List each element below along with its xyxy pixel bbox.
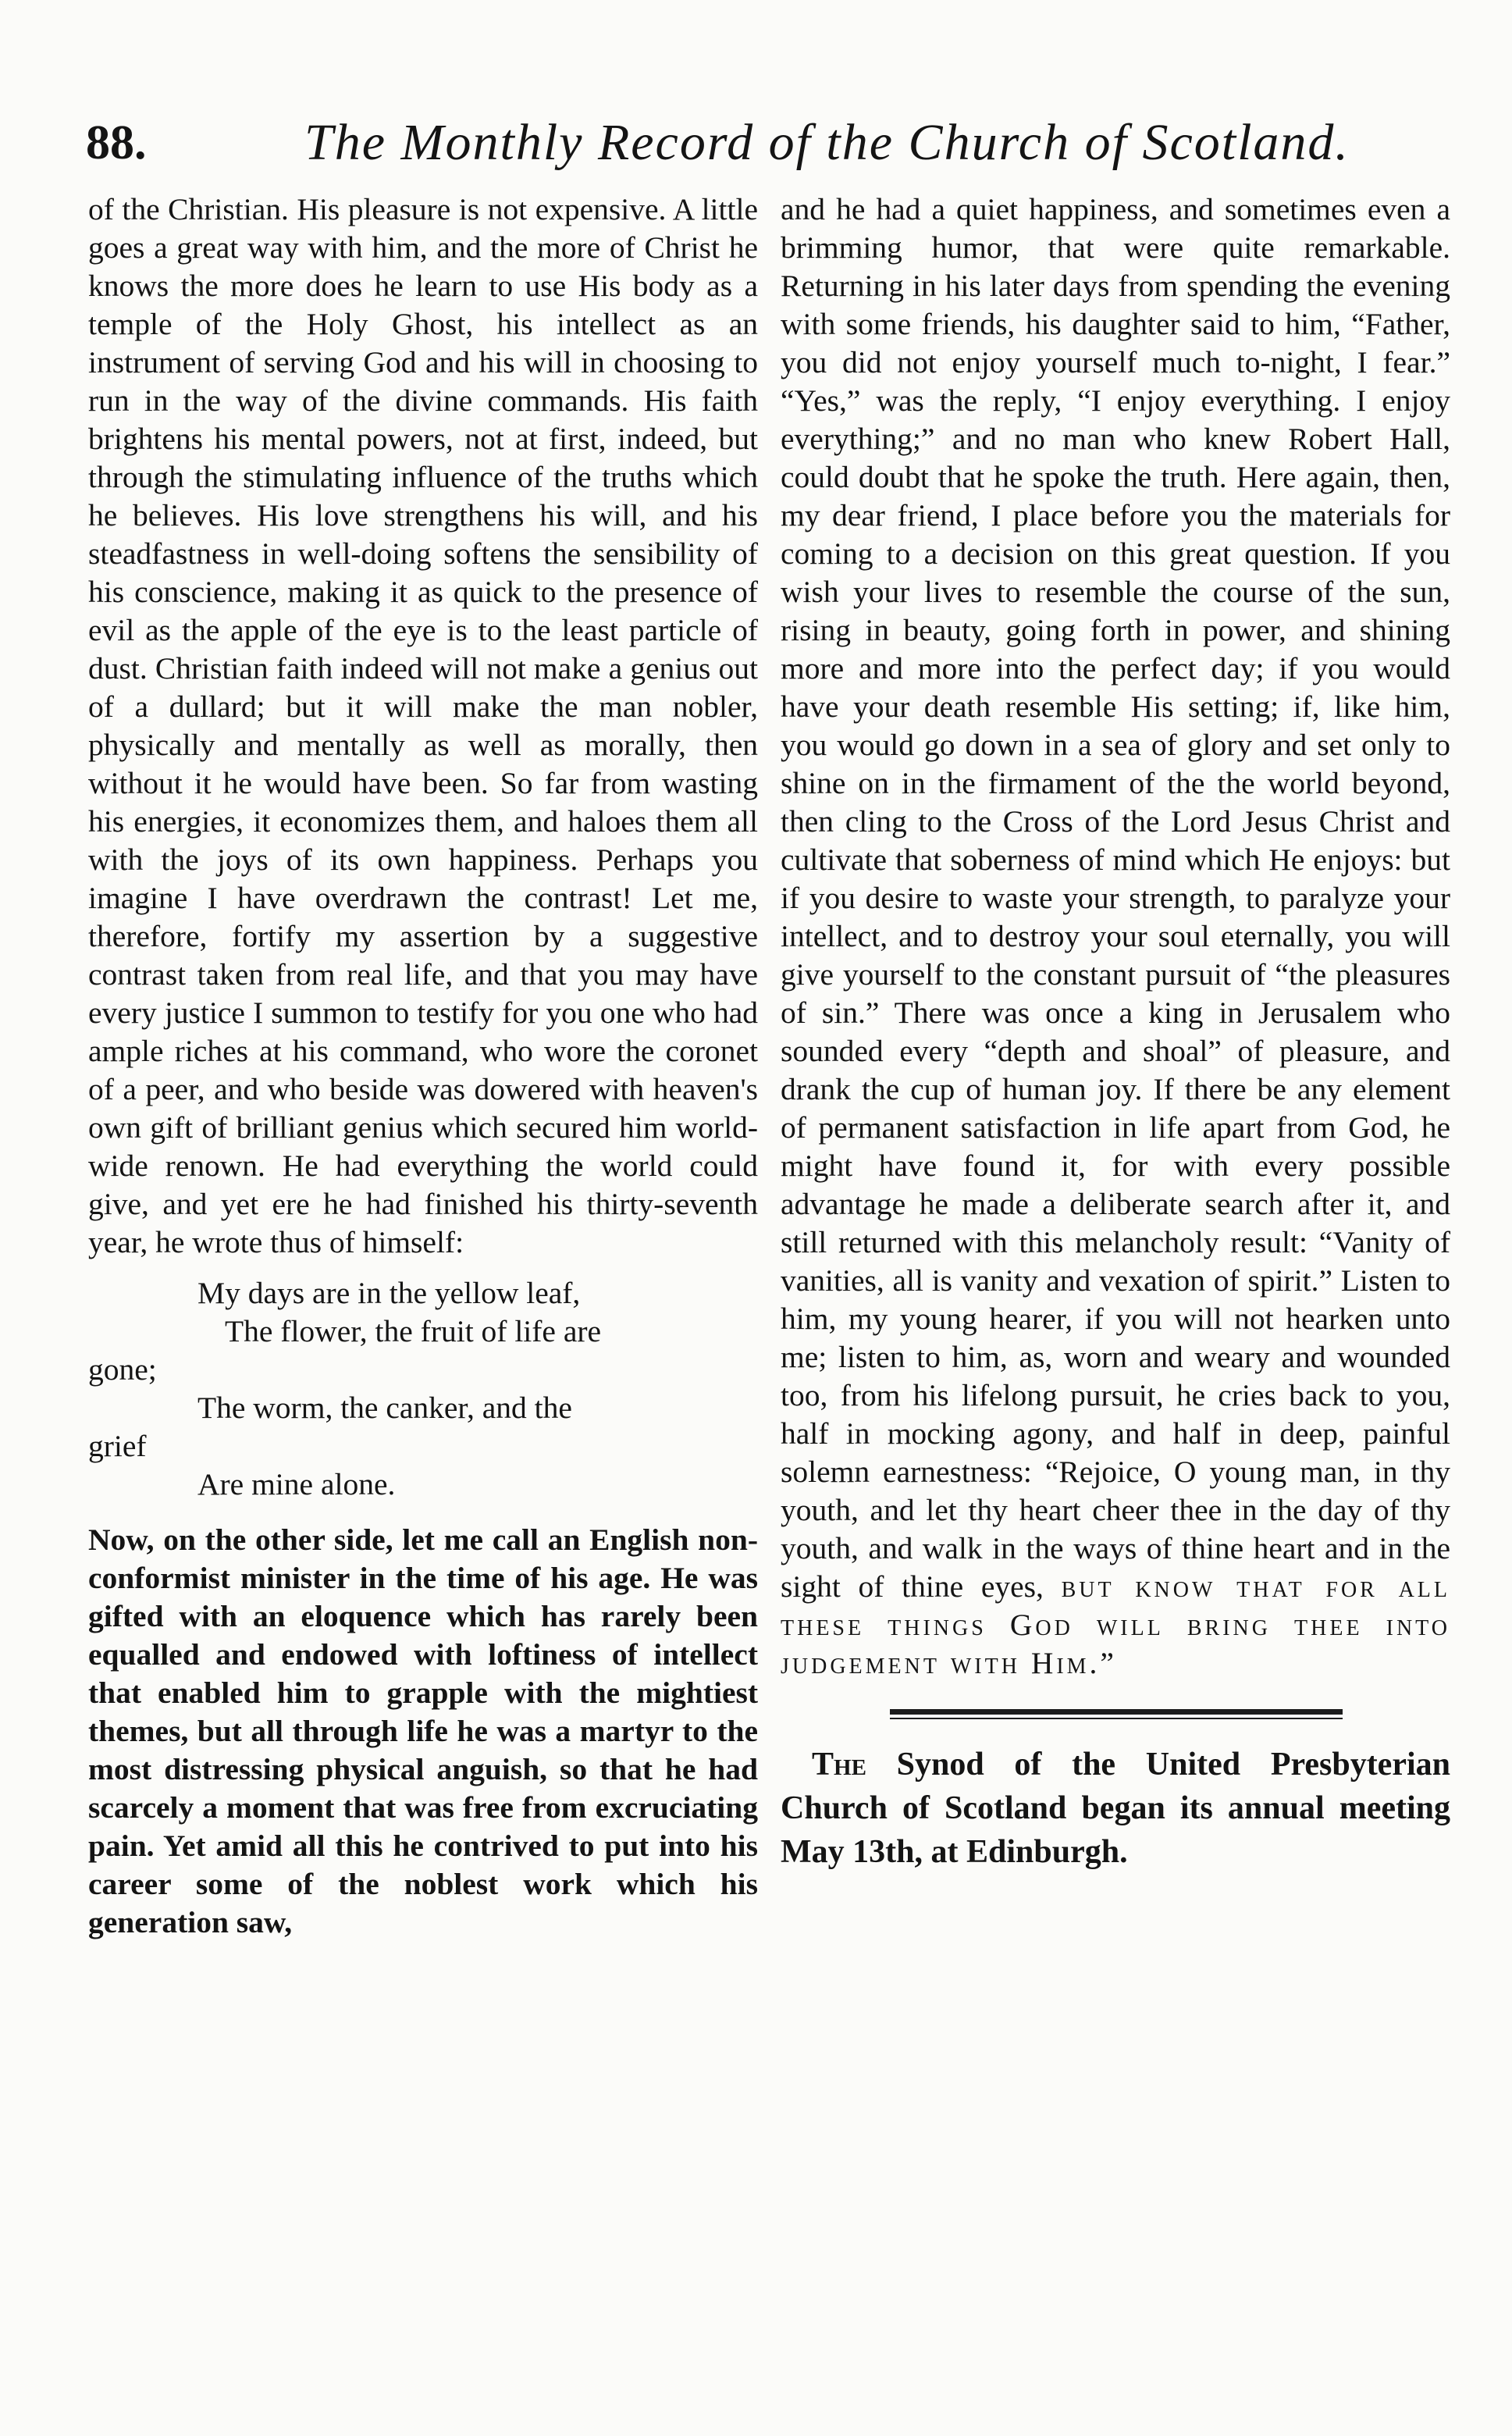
left-paragraph-2: Now, on the other side, let me call an English non-conformist minister in the time of his age. He was gifted with an eloquence which has rarely been equalled and endowed with loftiness of intellect that enabled him to grapple with the mightiest themes, but all through life he was a martyr to the most distressing physical anguish, so that he had scarcely a moment that was free from excruciating pain. Yet amid all this he contrived to put into his career some of the noblest work which his generation saw,	[88, 1522, 758, 1939]
left-column	[88, 191, 758, 1942]
section-divider	[890, 1709, 1343, 1719]
left-paragraph-1: of the Christian. His pleasure is not expensive. A little goes a great way with him, and the more of Christ he knows the more does he learn to use His body as a temple of the Holy Ghost, his intellect as an instrument of serving God and his will in choosing to run in the way of the divine commands. His faith brightens his mental powers, not at first, indeed, but through the stimulating influence of the truths which he believes. His love strengthens his will, and his steadfastness in well-doing softens the sensibility of his conscience, making it as quick to the presence of evil as the apple of the eye is to the least particle of dust. Christian faith indeed will not make a genius out of a dullard; but it will make the man nobler, physically and mentally as well as morally, then without it he would have been. So far from wasting his energies, it economizes them, and haloes them all with the joys of its own happiness. Perhaps you imagine I have overdrawn the contrast! Let me, therefore, fortify my assertion by a suggestive contrast taken from real life, and that you may have every justice I summon to testify for you one who had ample riches at his command, who wore the coronet of a peer, and who beside was dowered with heaven's own gift of brilliant genius which secured him world-wide renown. He had everything the world could give, and yet ere he had finished his thirty-seventh year, he wrote thus of himself:	[88, 192, 758, 1259]
synod-notice-lead: The	[812, 1747, 866, 1782]
divider-thick-rule	[890, 1709, 1343, 1715]
poem-line-3-continuation: grief	[88, 1429, 147, 1463]
journal-title: The Monthly Record of the Church of Scotland.	[304, 114, 1350, 171]
right-paragraph-1-smallcaps: but know that for all these things God will bring thee into judgement with Him.”	[781, 1569, 1450, 1680]
divider-thin-rule	[890, 1718, 1343, 1719]
right-paragraph-1	[781, 191, 1450, 1683]
synod-notice	[781, 1743, 1450, 1874]
synod-notice-text: Synod of the United Presbyterian Church of Scotland began its annual meeting May 13th, at Edinburgh.	[781, 1747, 1450, 1870]
running-head	[86, 108, 1444, 178]
poem-line-1: My days are in the yellow leaf,	[197, 1276, 581, 1310]
poem-line-4: Are mine alone.	[197, 1467, 396, 1501]
poem-line-2-continuation: gone;	[88, 1352, 157, 1387]
poem-line-3: The worm, the canker, and the	[197, 1391, 572, 1425]
poem-quotation	[88, 1274, 758, 1504]
right-paragraph-1-text: and he had a quiet happiness, and sometimes even a brimming humor, that were quite remarkable. Returning in his later days from spending the evening with some friends, his daughter said to him, “Father, you did not enjoy yourself much to-night, I fear.” “Yes,” was the reply, “I enjoy everything. I enjoy everything;” and no man who knew Robert Hall, could doubt that he spoke the truth. Here again, then, my dear friend, I place before you the materials for coming to a decision on this great question. If you wish your lives to resemble the course of the sun, rising in beauty, going forth in power, and shining more and more into the perfect day; if you would have your death resemble His setting; if, like him, you would go down in a sea of glory and set only to shine on in the firmament of the the world beyond, then cling to the Cross of the Lord Jesus Christ and cultivate that soberness of mind which He enjoys: but if you desire to waste your strength, to paralyze your intellect, and to destroy your soul eternally, you will give yourself to the constant pursuit of “the pleasures of sin.” There was once a king in Jerusalem who sounded every “depth and shoal” of pleasure, and drank the cup of human joy. If there be any element of permanent satisfaction in life apart from God, he might have found it, for with every possible advantage he made a deliberate search after it, and still returned with this melancholy result: “Vanity of vanities, all is vanity and vexation of spirit.” Listen to him, my young hearer, if you will not hearken unto me; listen to him, as, worn and weary and wounded too, from his lifelong pursuit, he cries back to you, half in mocking agony, and half in deep, painful solemn earnestness: “Rejoice, O young man, in thy youth, and let thy heart cheer thee in the day of thy youth, and walk in the ways of thine heart and in the sight of thine eyes,	[781, 192, 1450, 1604]
right-column	[781, 191, 1450, 1874]
poem-line-2: The flower, the fruit of life are	[225, 1314, 602, 1348]
page-number: 88.	[86, 116, 147, 169]
